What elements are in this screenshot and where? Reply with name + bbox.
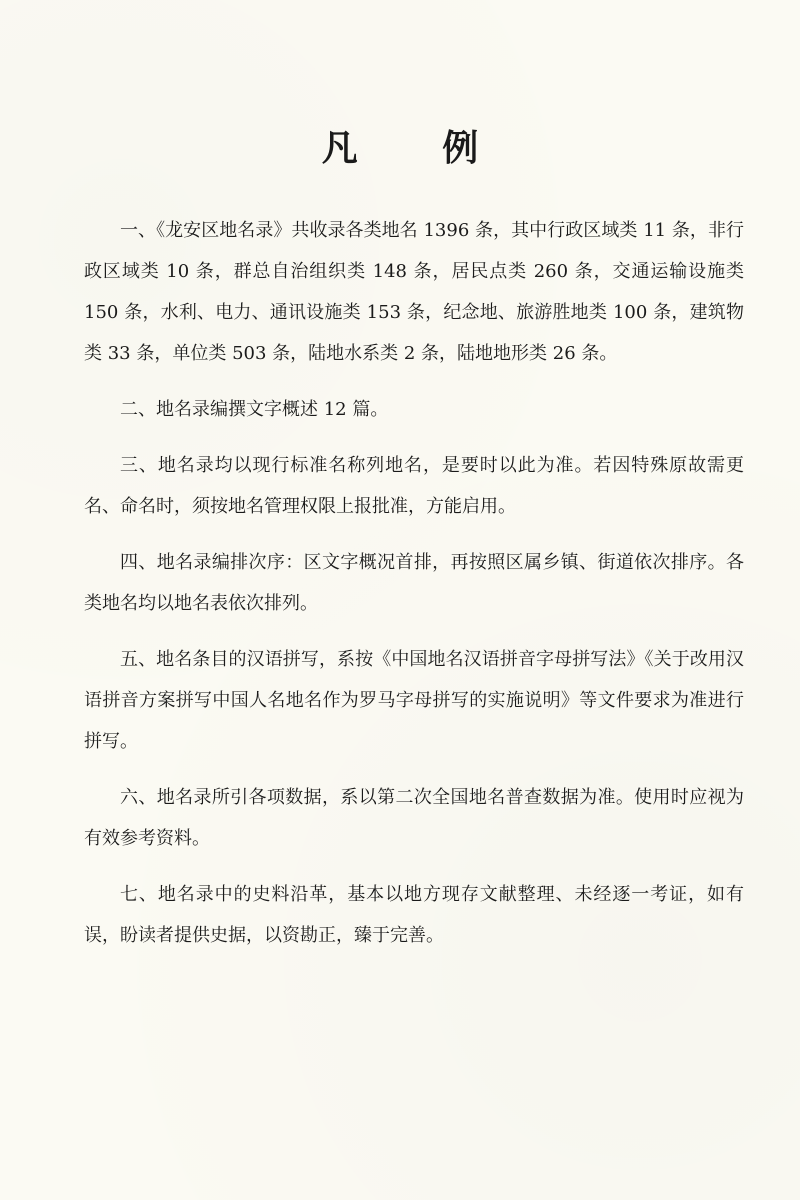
- page-title: 凡 例: [321, 127, 515, 169]
- paragraph-7: 七、地名录中的史料沿革，基本以地方现存文献整理、未经逐一考证，如有误，盼读者提供史据，以资勘正，臻于完善。: [84, 884, 744, 946]
- paragraph-5: 五、地名条目的汉语拼写，系按《中国地名汉语拼音字母拼写法》《关于改用汉语拼音方案拼写中国人名地名作为罗马字母拼写的实施说明》等文件要求为准进行拼写。: [84, 649, 744, 752]
- paragraph-3: 三、地名录均以现行标准名称列地名，是要时以此为准。若因特殊原故需更名、命名时，须按地名管理权限上报批准，方能启用。: [84, 455, 744, 517]
- body-text: [84, 210, 744, 971]
- paragraph-6: 六、地名录所引各项数据，系以第二次全国地名普查数据为准。使用时应视为有效参考资料。: [84, 787, 744, 849]
- paragraph-1: 一、《龙安区地名录》共收录各类地名 1396 条，其中行政区域类 11 条，非行政区域类 10 条，群总自治组织类 148 条，居民点类 260 条，交通运输设施类 150 条，水利、电力、通讯设施类 153 条，纪念地、旅游胜地类 100 条，建筑物类 33 条，单位类 503 条，陆地水系类 2 条，陆地地形类 26 条。: [84, 220, 744, 364]
- paragraph-2: 二、地名录编撰文字概述 12 篇。: [120, 399, 389, 420]
- paragraph-4: 四、地名录编排次序：区文字概况首排，再按照区属乡镇、街道依次排序。各类地名均以地名表依次排列。: [84, 552, 744, 614]
